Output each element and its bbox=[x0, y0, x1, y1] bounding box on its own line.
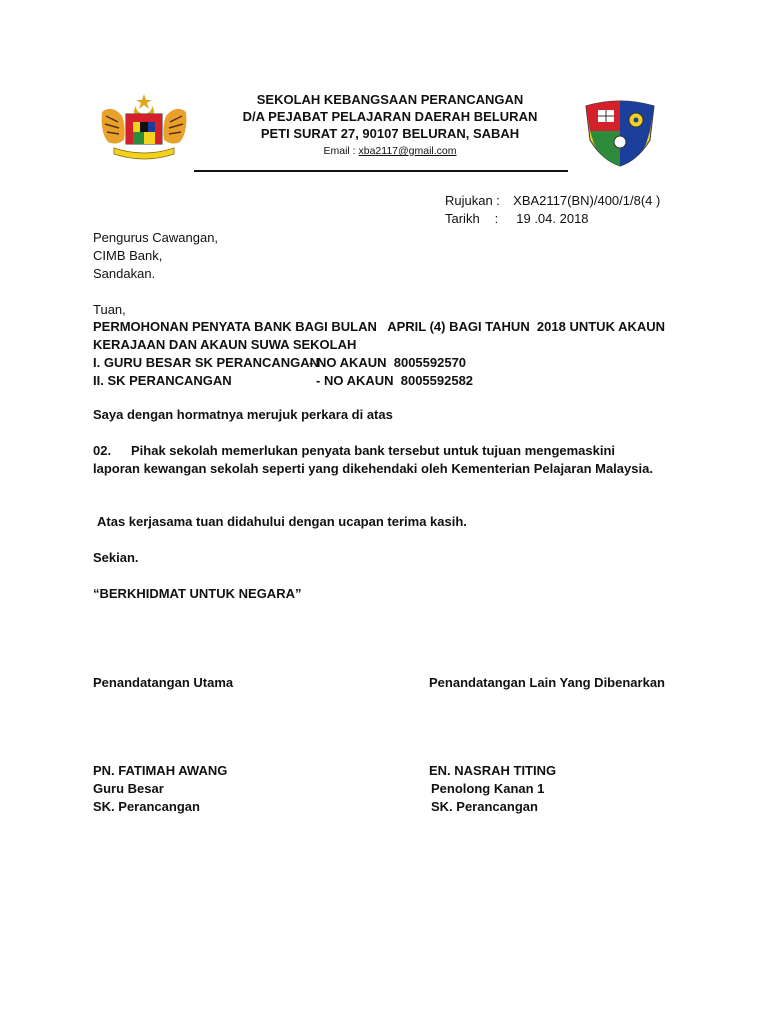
email-label: Email : bbox=[323, 145, 359, 157]
rujukan-label: Rujukan : bbox=[445, 193, 500, 208]
tarikh-value: 19 .04. 2018 bbox=[516, 211, 589, 226]
account-2-name: II. SK PERANCANGAN bbox=[93, 373, 232, 388]
subject-line-2: KERAJAAN DAN AKAUN SUWA SEKOLAH bbox=[93, 337, 357, 352]
header-divider bbox=[194, 170, 568, 172]
tarikh-label: Tarikh bbox=[445, 211, 480, 226]
right-signatory-role: Penandatangan Lain Yang Dibenarkan bbox=[429, 675, 665, 690]
salutation: Tuan, bbox=[93, 302, 126, 317]
motto: “BERKHIDMAT UNTUK NEGARA” bbox=[93, 586, 302, 601]
left-signatory-org: SK. Perancangan bbox=[93, 799, 200, 814]
care-of-address: D/A PEJABAT PELAJARAN DAERAH BELURAN bbox=[242, 109, 538, 124]
school-crest-icon bbox=[578, 96, 662, 168]
malaysia-coat-of-arms-icon bbox=[96, 92, 192, 162]
left-signatory-role: Penandatangan Utama bbox=[93, 675, 234, 690]
recipient-line-3: Sandakan. bbox=[93, 266, 156, 281]
paragraph-2-line-2: laporan kewangan sekolah seperti yang dikehendaki oleh Kementerian Pelajaran Malaysia. bbox=[93, 461, 653, 476]
right-signatory-name: EN. NASRAH TITING bbox=[429, 763, 557, 778]
paragraph-2-number: 02. bbox=[93, 443, 112, 458]
email-link[interactable]: xba2117@gmail.com bbox=[358, 145, 457, 157]
rujukan-value: XBA2117(BN)/400/1/8(4 ) bbox=[513, 193, 661, 208]
recipient-line-1: Pengurus Cawangan, bbox=[93, 230, 219, 245]
right-signatory-title: Penolong Kanan 1 bbox=[431, 781, 545, 796]
account-1-number: - NO AKAUN 8005592570 bbox=[309, 355, 467, 370]
closing-paragraph: Atas kerjasama tuan didahului dengan ucapan terima kasih. bbox=[97, 514, 467, 529]
postal-address: PETI SURAT 27, 90107 BELURAN, SABAH bbox=[260, 126, 520, 141]
paragraph-1: Saya dengan hormatnya merujuk perkara di atas bbox=[93, 407, 393, 422]
reference-tarikh bbox=[445, 210, 589, 228]
paragraph-2-line-1: Pihak sekolah memerlukan penyata bank tersebut untuk tujuan mengemaskini bbox=[131, 443, 616, 458]
right-signatory-org: SK. Perancangan bbox=[431, 799, 538, 814]
reference-rujukan bbox=[445, 192, 660, 210]
recipient-line-2: CIMB Bank, bbox=[93, 248, 163, 263]
left-signatory-name: PN. FATIMAH AWANG bbox=[93, 763, 228, 778]
account-1-name: I. GURU BESAR SK PERANCANGAN bbox=[93, 355, 320, 370]
tarikh-sep: : bbox=[494, 211, 499, 226]
account-2-number: - NO AKAUN 8005592582 bbox=[316, 373, 474, 388]
school-name: SEKOLAH KEBANGSAAN PERANCANGAN bbox=[256, 92, 524, 107]
subject-line-1: PERMOHONAN PENYATA BANK BAGI BULAN APRIL (4) BAGI TAHUN 2018 UNTUK AKAUN bbox=[93, 319, 666, 334]
email-line bbox=[190, 145, 590, 157]
left-signatory-title: Guru Besar bbox=[93, 781, 164, 796]
sekian: Sekian. bbox=[93, 550, 139, 565]
